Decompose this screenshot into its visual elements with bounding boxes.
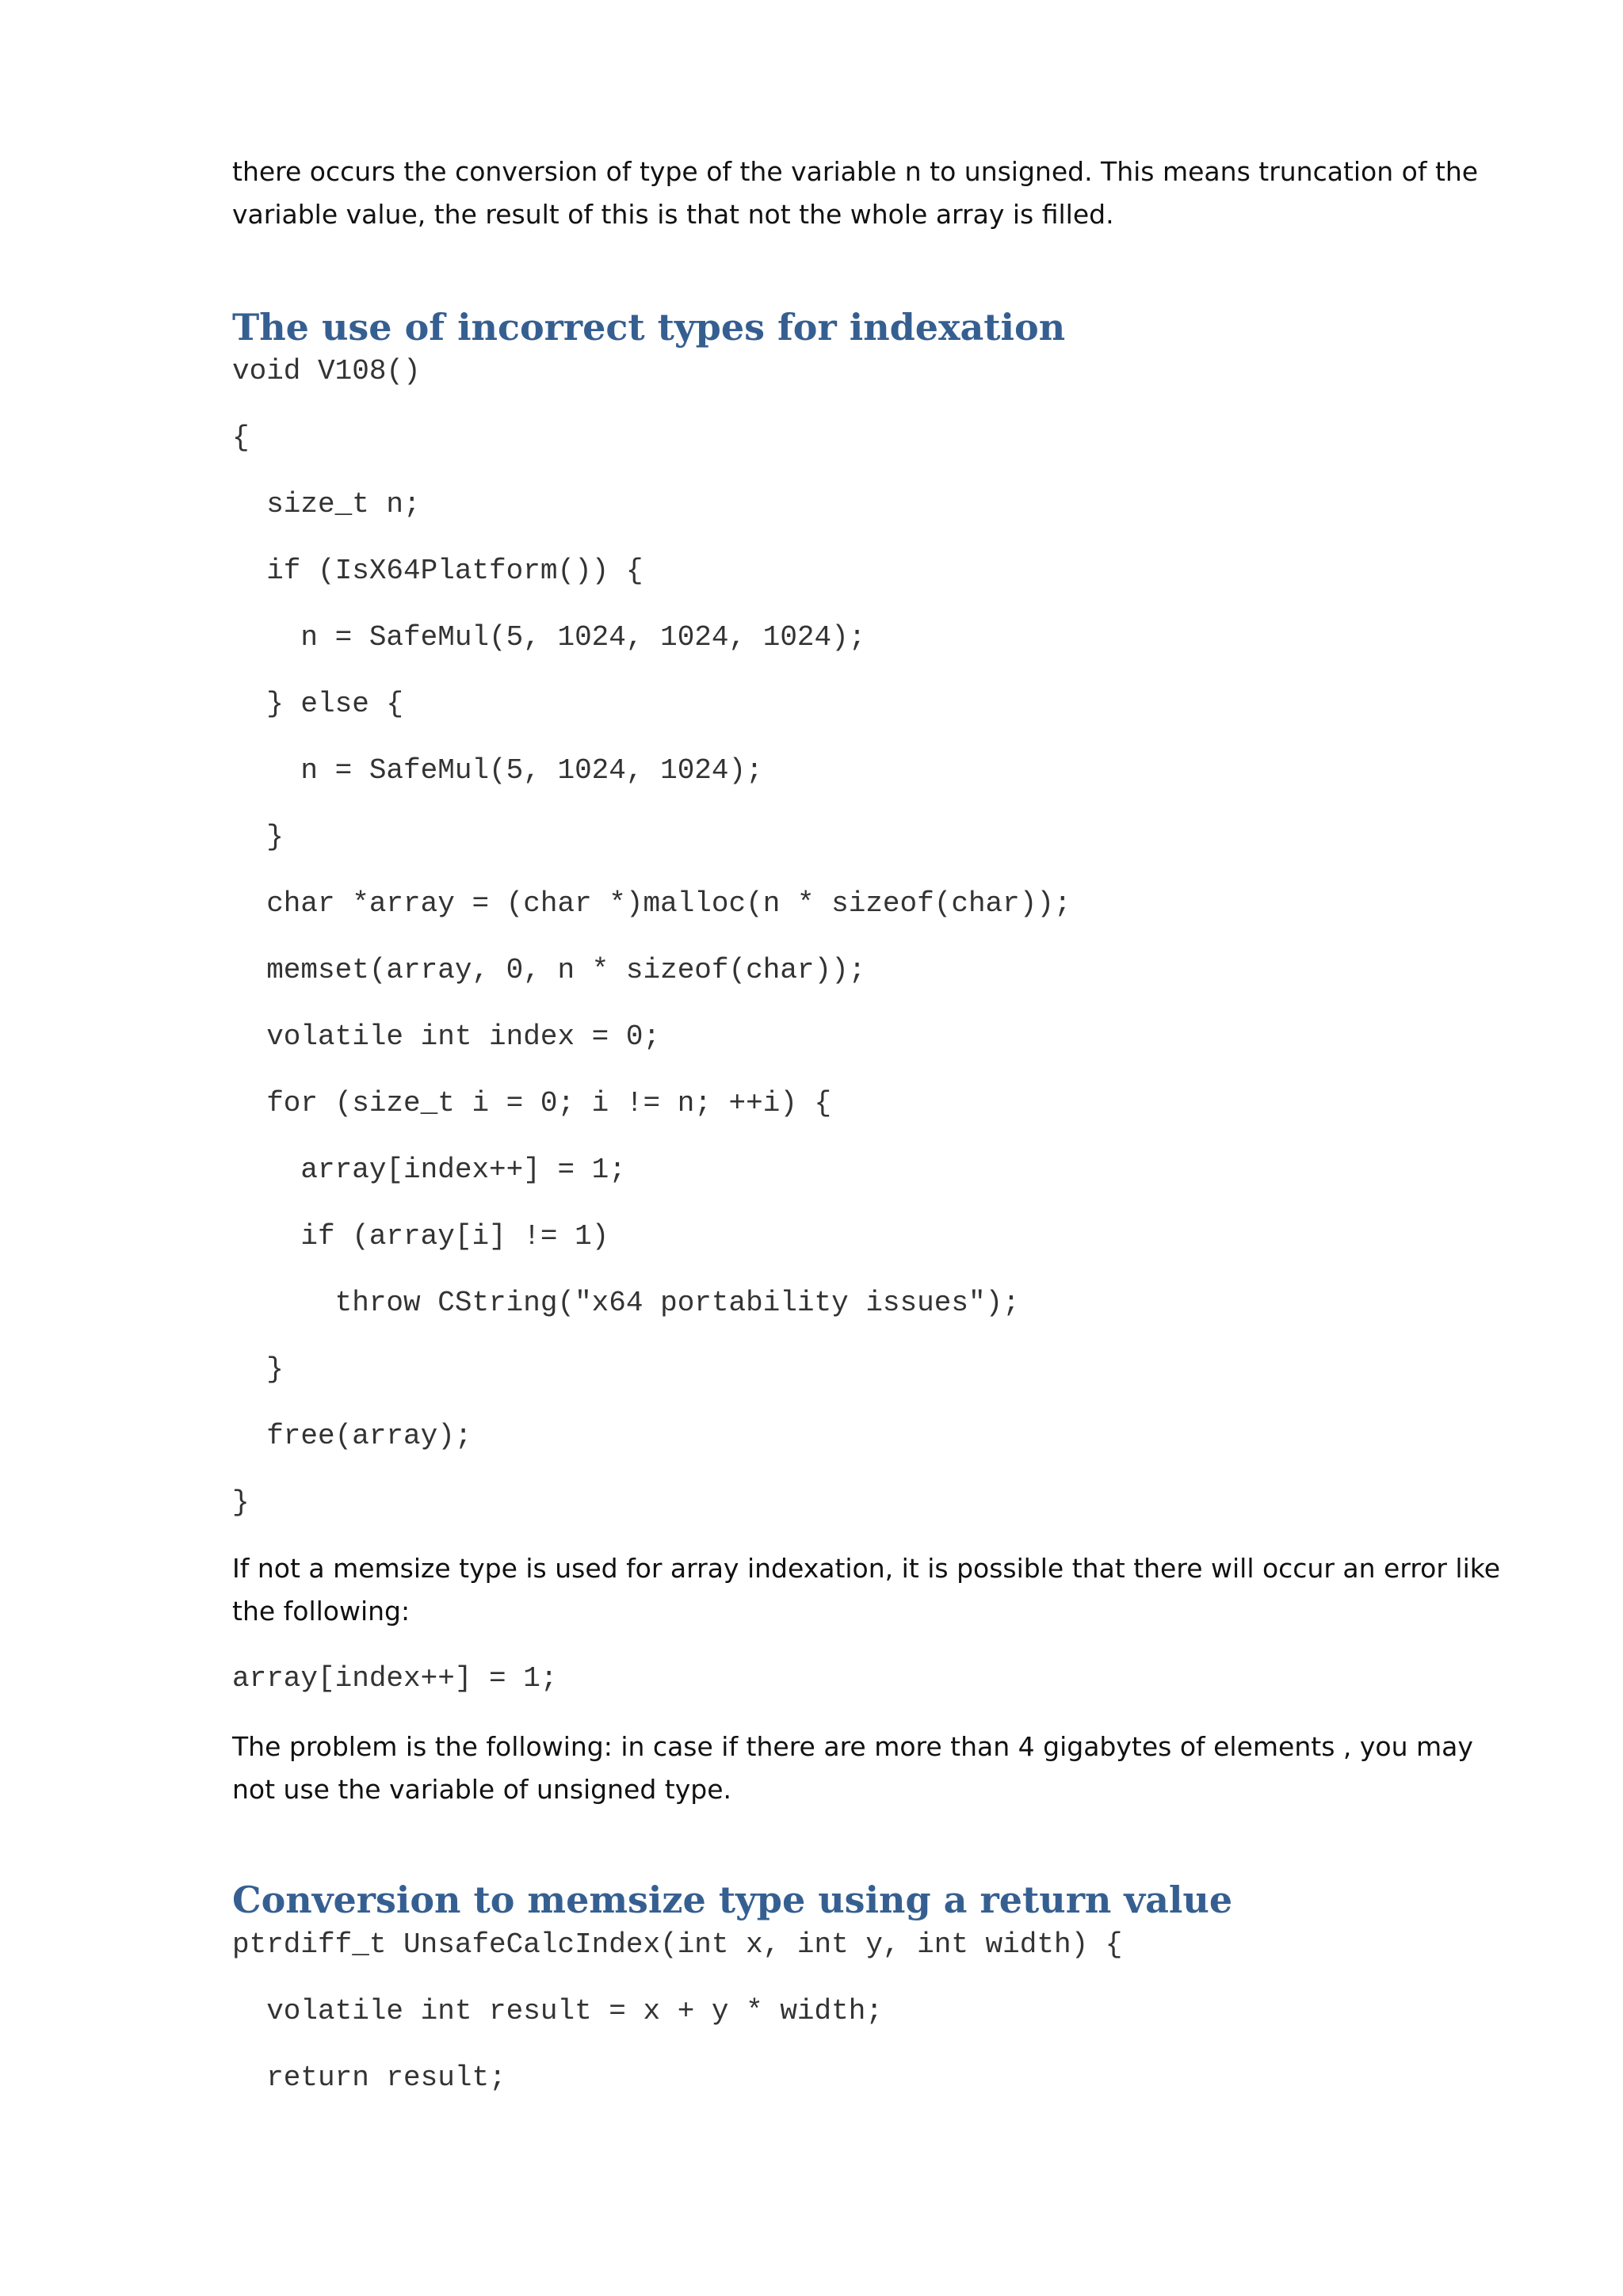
code-line: if (IsX64Platform()) { bbox=[232, 555, 643, 587]
code-line: ptrdiff_t UnsafeCalcIndex(int x, int y, int width) { bbox=[232, 1928, 1123, 1961]
heading-conversion-return-value: Conversion to memsize type using a return value bbox=[232, 1878, 1233, 1921]
code-line: if (array[i] != 1) bbox=[232, 1220, 609, 1253]
code-line: for (size_t i = 0; i != n; ++i) { bbox=[232, 1087, 832, 1119]
code-line: } bbox=[232, 1486, 250, 1519]
code-line: array[index++] = 1; bbox=[232, 1154, 626, 1186]
code-line: char *array = (char *)malloc(n * sizeof(char)); bbox=[232, 887, 1071, 920]
paragraph-memsize-indexation: If not a memsize type is used for array indexation, it is possible that there will occur an error like the following: bbox=[232, 1553, 1501, 1627]
paragraph-truncation-note: there occurs the conversion of type of the variable n to unsigned. This means truncation of the variable value, the result of this is that not the whole array is filled. bbox=[232, 156, 1479, 230]
code-line: } bbox=[232, 821, 284, 853]
code-line: n = SafeMul(5, 1024, 1024); bbox=[232, 754, 763, 787]
code-line: volatile int index = 0; bbox=[232, 1020, 661, 1053]
heading-incorrect-types-indexation: The use of incorrect types for indexation bbox=[232, 306, 1066, 349]
code-line: n = SafeMul(5, 1024, 1024, 1024); bbox=[232, 621, 866, 654]
code-line: memset(array, 0, n * sizeof(char)); bbox=[232, 954, 866, 986]
code-line: throw CString("x64 portability issues"); bbox=[232, 1287, 1020, 1319]
code-line: { bbox=[232, 421, 250, 454]
code-line: } bbox=[232, 1353, 284, 1386]
code-line: } else { bbox=[232, 688, 404, 720]
paragraph-problem-description: The problem is the following: in case if there are more than 4 gigabytes of elements , you may not use the variable of unsigned type. bbox=[232, 1731, 1473, 1805]
code-line: return result; bbox=[232, 2061, 506, 2094]
code-line: void V108() bbox=[232, 355, 421, 387]
code-line: array[index++] = 1; bbox=[232, 1662, 558, 1695]
code-line: size_t n; bbox=[232, 488, 421, 521]
code-line: free(array); bbox=[232, 1420, 472, 1452]
code-line: volatile int result = x + y * width; bbox=[232, 1995, 883, 2027]
